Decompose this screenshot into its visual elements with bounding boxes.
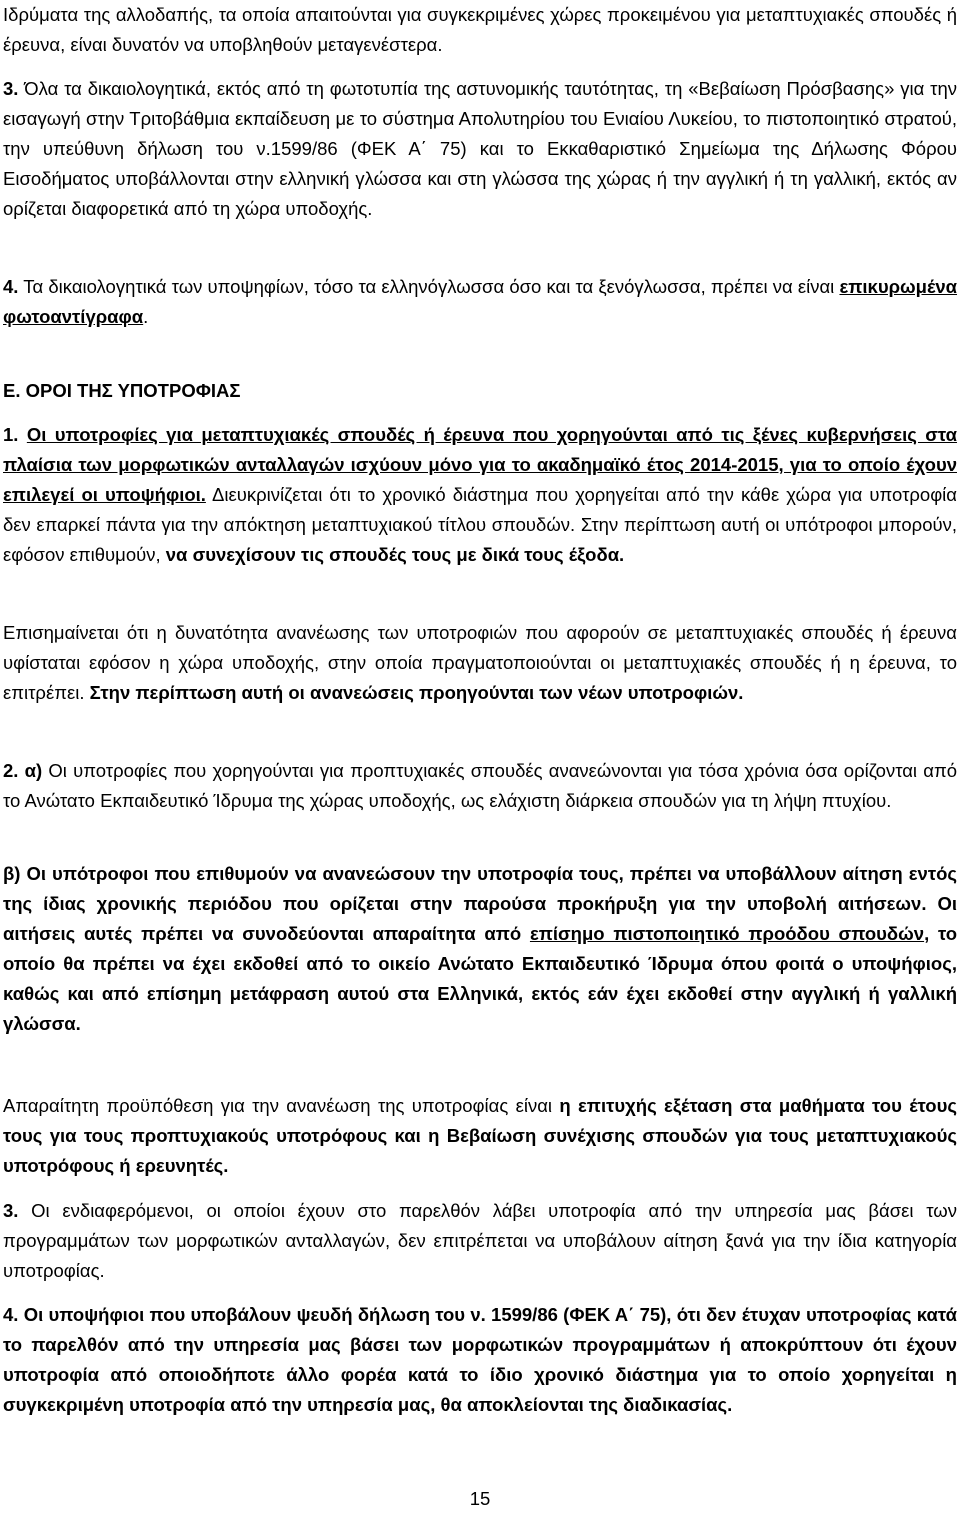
item-2b-renewal-application [3, 859, 957, 1039]
emphasis-bold: Οι υποψήφιοι που υποβάλουν ψευδή δήλωση του ν. 1599/86 (ΦΕΚ Α΄ 75), ότι δεν έτυχαν υποτροφίας κατά το παρελθόν από την υπηρεσία μας βάσει των μορφωτικών προγραμμάτων ή αποκρύπτουν ότι έχουν υποτροφία από οποιοδήποτε άλλο φορέα κατά το ίδιο χρονικό διάστημα για το οποίο χορηγείται η συγκεκριμένη υποτροφία από την υπηρεσία μας, θα αποκλείονται της διαδικασίας. [3, 1304, 958, 1415]
paragraph-4-certified-copies [3, 272, 957, 332]
item-number: 3. [3, 78, 19, 99]
paragraph-text: Οι ενδιαφερόμενοι, οι οποίοι έχουν στο παρελθόν λάβει υποτροφία από την υπηρεσία μας βάσει των προγραμμάτων των μορφωτικών ανταλλαγών, δεν επιτρέπεται να υποβάλουν αίτηση ξανά για την ίδια κατηγορία υποτροφίας. [3, 1200, 957, 1281]
paragraph-renewal-note [3, 618, 957, 708]
paragraph-renewal-requirement [3, 1091, 957, 1181]
paragraph-text: Τα δικαιολογητικά των υποψηφίων, τόσο τα ελληνόγλωσσα όσο και τα ξενόγλωσσα, πρέπει να είναι [23, 276, 835, 297]
item-number: 4. [3, 1304, 19, 1325]
paragraph-text: Όλα τα δικαιολογητικά, εκτός από τη φωτοτυπία της αστυνομικής ταυτότητας, τη «Βεβαίωση Πρόσβασης» για την εισαγωγή στην Τριτοβάθμια εκπαίδευση με το σύστημα Απολυτηρίου του Ενιαίου Λυκείου, το πιστοποιητικό στρατού, την υπεύθυνη δήλωση του ν.1599/86 (ΦΕΚ Α΄ 75) και το Εκκαθαριστικό Σημείωμα της Δήλωσης Φόρου Εισοδήματος υποβάλλονται στην ελληνική γλώσσα και στη γλώσσα της χώρας ή την αγγλική ή τη γαλλική, εκτός αν ορίζεται διαφορετικά από τη χώρα υποδοχής. [3, 78, 957, 219]
emphasis-underlined: Οι υποτροφίες για μεταπτυχιακές σπουδές ή έρευνα που χορηγούνται από τις ξένες κυβερνήσεις στα πλαίσια των μορφωτικών ανταλλαγών ισχύουν μόνο για το ακαδημαϊκό έτος 2014-2015, για το οποίο έχουν επιλεγεί οι υποψήφιοι. [3, 424, 958, 505]
paragraph-3-languages [3, 74, 957, 224]
emphasis-underlined: επίσημο πιστοποιητικό προόδου σπουδών [529, 923, 925, 944]
paragraph-text: Διευκρινίζεται ότι το χρονικό διάστημα που χορηγείται από την κάθε χώρα για υποτροφία δεν επαρκεί πάντα για την απόκτηση μεταπτυχιακού τίτλου σπουδών. Στην περίπτωση αυτή οι υπότροφοι μπορούν, εφόσον επιθυμούν, [3, 484, 957, 565]
item-2a-undergraduate [3, 756, 957, 816]
emphasis-bold: η επιτυχής εξέταση στα μαθήματα του έτους τους για τους προπτυχιακούς υποτρόφους και η Βεβαίωση συνέχισης σπουδών για τους μεταπτυχιακούς υποτρόφους ή ερευνητές. [3, 1095, 957, 1176]
item-number: 3. [3, 1200, 19, 1221]
punctuation: . [143, 306, 149, 327]
item-number: 1. [3, 424, 19, 445]
emphasis-bold: β) Οι υπότροφοι που επιθυμούν να ανανεώσουν την υποτροφία τους, πρέπει να υποβάλλουν αίτηση εντός της ίδιας χρονικής περιόδου που ορίζεται στην παρούσα προκήρυξη για την υποβολή αιτήσεων. Οι αιτήσεις αυτές πρέπει να συνοδεύονται απαραίτητα από [3, 863, 957, 944]
paragraph-text: Απαραίτητη προϋπόθεση για την ανανέωση της υποτροφίας είναι [3, 1095, 553, 1116]
item-number: 2. α) [3, 760, 43, 781]
paragraph-text: Οι υποτροφίες που χορηγούνται για προπτυχιακές σπουδές ανανεώνονται για τόσα χρόνια όσα ορίζονται από το Ανώτατο Εκπαιδευτικό Ίδρυμα της χώρας υποδοχής, ως ελάχιστη διάρκεια σπουδών για τη λήψη πτυχίου. [3, 760, 958, 811]
item-4-false-declaration [3, 1300, 957, 1420]
item-3-previous-recipients [3, 1196, 957, 1286]
paragraph-text: Ιδρύματα της αλλοδαπής, τα οποία απαιτούνται για συγκεκριμένες χώρες προκειμένου για μεταπτυχιακές σπουδές ή έρευνα, είναι δυνατόν να υποβληθούν μεταγενέστερα. [3, 4, 957, 55]
item-1-validity [3, 420, 957, 570]
emphasis-bold: Στην περίπτωση αυτή οι ανανεώσεις προηγούνται των νέων υποτροφιών. [89, 682, 744, 703]
section-heading: Ε. ΟΡΟΙ ΤΗΣ ΥΠΟΤΡΟΦΙΑΣ [3, 380, 241, 401]
emphasis-bold: να συνεχίσουν τις σπουδές τους με δικά τους έξοδα. [165, 544, 625, 565]
item-number: 4. [3, 276, 19, 297]
emphasis-underlined: επικυρωμένα φωτοαντίγραφα [3, 276, 958, 327]
paragraph-foreign-institutions [3, 0, 957, 60]
emphasis-bold: , το οποίο θα πρέπει να έχει εκδοθεί από το οικείο Ανώτατο Εκπαιδευτικό Ίδρυμα όπου φοιτά ο υποψήφιος, καθώς και από επίσημη μετάφραση αυτού στα Ελληνικά, εκτός εάν έχει εκδοθεί στην αγγλική ή γαλλική γλώσσα. [3, 923, 957, 1034]
page-number: 15 [469, 1488, 491, 1509]
paragraph-text: Επισημαίνεται ότι η δυνατότητα ανανέωσης των υποτροφιών που αφορούν σε μεταπτυχιακές σπουδές ή έρευνα υφίσταται εφόσον η χώρα υποδοχής, στην οποία πραγματοποιούνται οι μεταπτυχιακές σπουδές ή η έρευνα, το επιτρέπει. [3, 622, 957, 703]
